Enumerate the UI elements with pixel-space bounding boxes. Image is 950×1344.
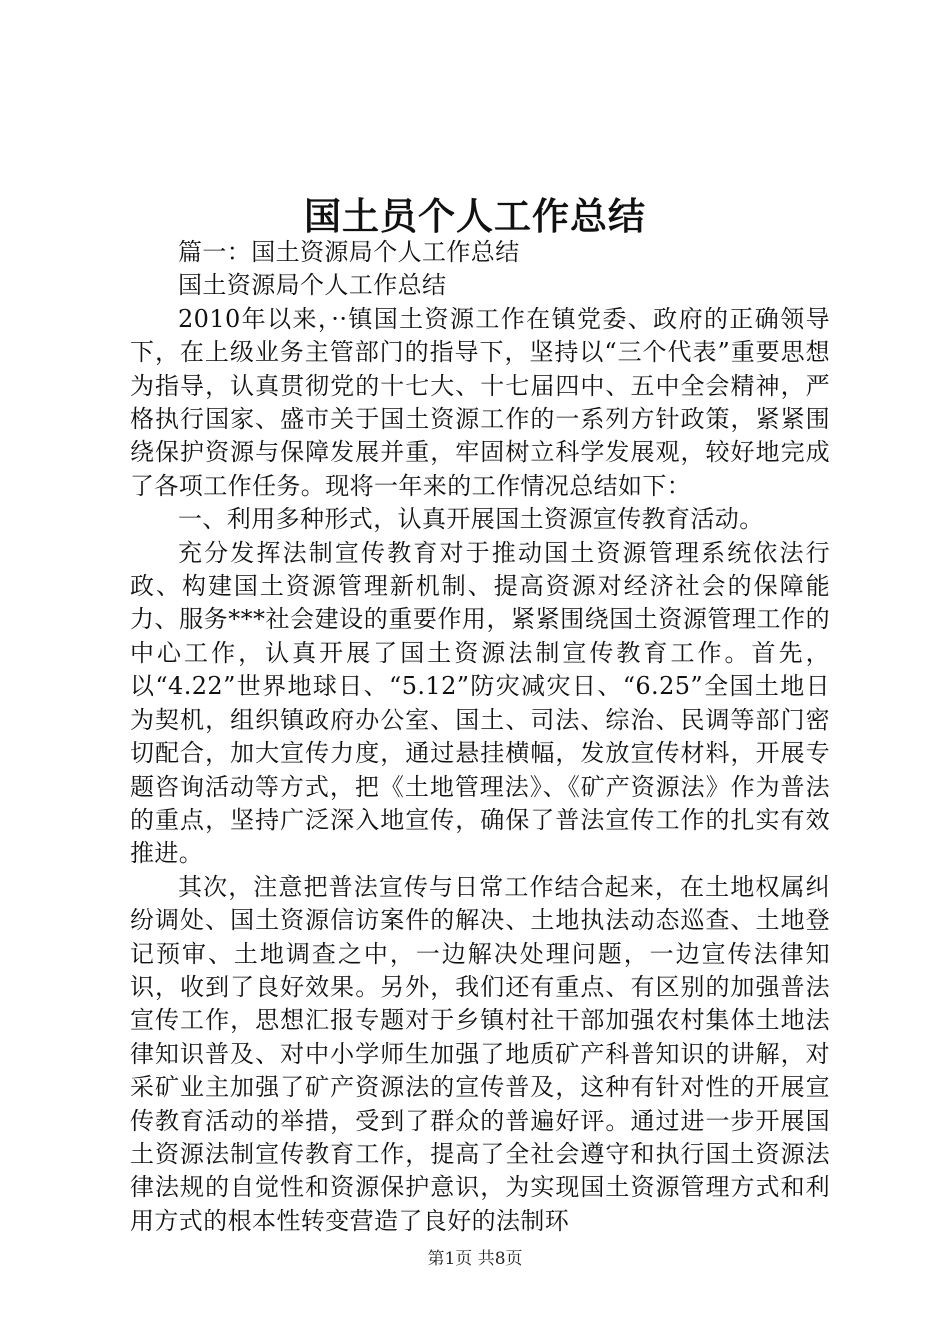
paragraph-section-heading: 一、利用多种形式，认真开展国土资源宣传教育活动。	[178, 505, 764, 534]
page-footer: 第1页 共8页	[427, 1249, 523, 1269]
paragraph-intro: 2010年以来，··镇国土资源工作在镇党委、政府的正确领导下，在上级业务主管部门的指导下，坚持以“三个代表”重要思想为指导，认真贯彻党的十七大、十七届四中、五中全会精神，严格执行国家、盛市关于国土资源工作的一系列方针政策，紧紧围绕保护资源与保障发展并重，牢固树立科学发展观，较好地完成了各项工作任务。现将一年来的工作情况总结如下：	[130, 304, 830, 500]
paragraph-body: 充分发挥法制宣传教育对于推动国土资源管理系统依法行政、构建国土资源管理新机制、提高资源对经济社会的保障能力、服务***社会建设的重要作用，紧紧围绕国土资源管理工作的中心工作，认真开展了国土资源法制宣传教育工作。首先，以“4.22”世界地球日、“5.12”防灾减灾日、“6.25”全国土地日为契机，组织镇政府办公室、国土、司法、综治、民调等部门密切配合，加大宣传力度，通过悬挂横幅，发放宣传材料，开展专题咨询活动等方式，把《土地管理法》、《矿产资源法》作为普法的重点，坚持广泛深入地宣传，确保了普法宣传工作的扎实有效推进。	[130, 538, 830, 868]
document-title: 国土员个人工作总结	[304, 194, 646, 238]
paragraph-subtitle: 国土资源局个人工作总结	[178, 271, 447, 300]
document-body	[130, 236, 830, 1238]
paragraph-body: 其次，注意把普法宣传与日常工作结合起来，在土地权属纠纷调处、国土资源信访案件的解决、土地执法动态巡查、土地登记预审、土地调查之中，一边解决处理问题，一边宣传法律知识，收到了良好效果。另外，我们还有重点、有区别的加强普法宣传工作，思想汇报专题对于乡镇村社干部加强农村集体土地法律知识普及、对中小学师生加强了地质矿产科普知识的讲解，对采矿业主加强了矿产资源法的宣传普及，这种有针对性的开展宣传教育活动的举措，受到了群众的普遍好评。通过进一步开展国土资源法制宣传教育工作，提高了全社会遵守和执行国土资源法律法规的自觉性和资源保护意识，为实现国土资源管理方式和利用方式的根本性转变营造了良好的法制环	[130, 872, 830, 1235]
paragraph-chapter-heading: 篇一：国土资源局个人工作总结	[178, 238, 520, 266]
